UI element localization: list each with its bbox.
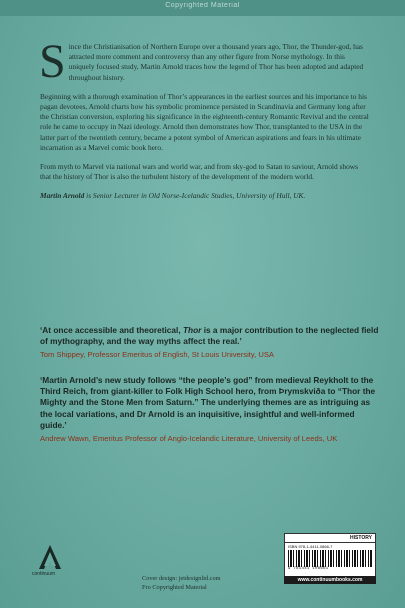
publisher-logo-icon bbox=[38, 544, 62, 570]
blurb-paragraph-1-text: ince the Christianisation of Northern Europe over a thousand years ago, Thor, the Thunder-god, has attracted more comment and controversy than any other figure from Norse mythology. In this uniquely focused study, Martin Arnold traces how the legend of Thor has been adopted and adapted throughout history. bbox=[68, 42, 364, 82]
quote-2-text: ‘Martin Arnold’s new study follows “the people’s god” from medieval Reykholt to the Third Reich, from giant-killer to Folk High School hero, from Þrymskviða to “Thor the Mighty and the Stone Men from Saturn.” The underlying themes are as intriguing as the local variations, and Dr Arnold is an inquisitive, insightful and well-informed guide.’ bbox=[40, 374, 376, 430]
top-strip bbox=[0, 0, 405, 16]
barcode-category: HISTORY bbox=[285, 534, 375, 543]
quote-1-title: Thor bbox=[182, 325, 202, 335]
cover-credit-line-1: Cover design: jetdesignltd.com bbox=[142, 575, 221, 582]
cover-credit-line-2: Fro Copyrighted Material bbox=[142, 584, 207, 591]
review-source-2: Andrew Wawn, Emeritus Professor of Anglo-Icelandic Literature, University of Leeds, UK bbox=[40, 433, 338, 443]
author-bio-text: is Senior Lecturer in Old Norse-Icelandic Studies, University of Hull, UK. bbox=[84, 191, 306, 201]
review-quote-1 bbox=[40, 325, 380, 347]
quote-1-post: is a major contribution to the neglected field of mythography, and the way myths affect the real.’ bbox=[40, 325, 379, 347]
blurb-paragraph-2: Beginning with a thorough examination of Thor’s appearances in the earliest sources and his importance to his pagan devotees, Arnold charts how his symbolic prominence persisted in Scandinavia and Germany long after the Christian conversion, exploring his significance in the eighteenth-century Romantic Revival and the central role he came to occupy in Nazi ideology. Arnold then demonstrates how Thor, transplanted to the USA in the latter part of the twentieth century, became a potent symbol of American aspirations and fears in his ultimate incarnation as a Marvel comic book hero. bbox=[40, 91, 369, 152]
author-name: Martin Arnold bbox=[40, 191, 85, 201]
review-quote-2 bbox=[40, 375, 380, 431]
drop-cap: S bbox=[39, 35, 66, 88]
review-quotes bbox=[40, 325, 380, 458]
author-bio bbox=[40, 191, 370, 201]
barcode-panel bbox=[284, 533, 376, 577]
publisher-name: continuum bbox=[32, 571, 56, 577]
watermark-text: Copyrighted Material bbox=[165, 2, 240, 9]
blurb-paragraph-3: From myth to Marvel via national wars and world war, and from sky-god to Satan to saviour, Arnold shows that the history of Thor is also the turbulent history of the development of the modern world. bbox=[40, 162, 358, 182]
cover-credits bbox=[142, 574, 262, 592]
barcode-digits: 9 781441 108661 bbox=[288, 567, 329, 571]
blurb bbox=[39, 35, 370, 211]
quote-1-pre: ‘At once accessible and theoretical, bbox=[40, 325, 183, 335]
publisher-url: www.continuumbooks.com bbox=[284, 576, 376, 584]
barcode-isbn: ISBN 978-1-4411-0866-7 bbox=[288, 544, 333, 549]
blurb-paragraph-1 bbox=[39, 35, 370, 88]
review-source-1: Tom Shippey, Professor Emeritus of English, St Louis University, USA bbox=[40, 350, 274, 360]
barcode-bars bbox=[288, 550, 372, 567]
